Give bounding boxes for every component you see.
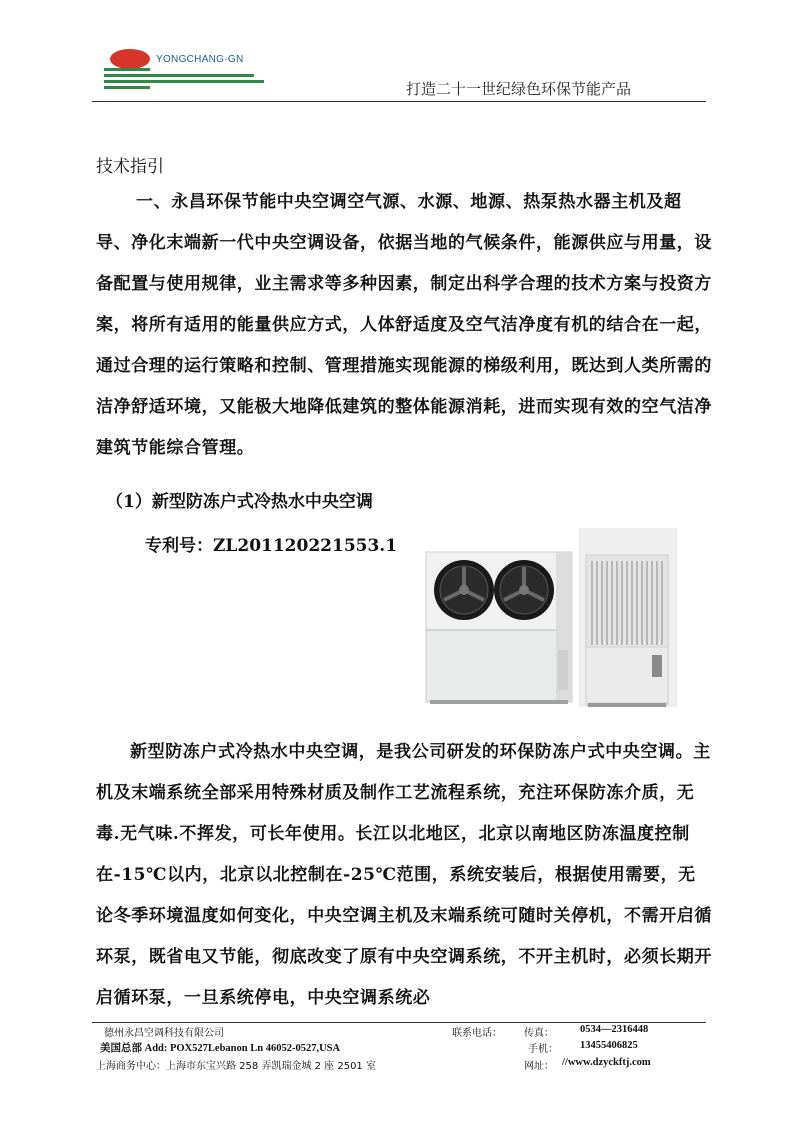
footer-web-label: 网址：: [524, 1061, 554, 1072]
section-title: 技术指引: [96, 157, 164, 177]
product-heading: （1）新型防冻户式冷热水中央空调: [106, 492, 373, 512]
footer-fax-label: 传真：: [524, 1028, 554, 1039]
product-description-paragraph: 新型防冻户式冷热水中央空调，是我公司研发的环保防冻户式中央空调。主机及末端系统全部采用特殊材质及制作工艺流程系统，充注环保防冻介质，无毒.无气味.不挥发，可长年使用。长江以北地区，北京以南地区防冻温度控制在-15℃以内，北京以北控制在-25℃范围，系统安装后，根据使用需要，无论冬季环境温度如何变化，中央空调主机及末端系统可随时关停机，不需开启循环泵，既省电又节能，彻底改变了原有中央空调系统，不开主机时，必须长期开启循环泵，一旦系统停电，中央空调系统必: [96, 742, 712, 1008]
footer-us-address: 美国总部 Add: POX527Lebanon Ln 46052-0527,USA: [100, 1043, 341, 1054]
footer-fax-value: 0534—2316448: [580, 1024, 649, 1035]
intro-paragraph: 一、永昌环保节能中央空调空气源、水源、地源、热泵热水器主机及超导、净化末端新一代中央空调设备，依据当地的气候条件，能源供应与用量，设备配置与使用规律，业主需求等多种因素，制定出科学合理的技术方案与投资方案，将所有适用的能量供应方式，人体舒适度及空气洁净度有机的结合在一起，通过合理的运行策略和控制、管理措施实现能源的梯级利用，既达到人类所需的洁净舒适环境，又能极大地降低建筑的整体能源消耗，进而实现有效的空气洁净建筑节能综合管理。: [96, 192, 712, 458]
patent-number: 专利号：ZL201120221553.1: [145, 536, 398, 556]
page-header: [0, 0, 794, 105]
product-image-twin-fan-unit: [424, 550, 574, 706]
footer-mobile-label: 手机：: [528, 1044, 558, 1055]
logo-text: YONGCHANG·GN: [156, 54, 244, 65]
footer-contact-label: 联系电话：: [452, 1028, 502, 1039]
footer-mobile-value: 13455406825: [580, 1040, 638, 1051]
footer-shanghai-address: 上海商务中心：上海市东宝兴路 258 弄凯瑞金城 2 座 2501 室: [96, 1061, 376, 1072]
footer-web-value[interactable]: //www.dzyckftj.com: [562, 1057, 651, 1068]
company-logo: [104, 46, 304, 90]
footer-company: 德州永昌空调科技有限公司: [104, 1028, 224, 1039]
logo-red-oval: [110, 49, 150, 69]
logo-green-lines: [104, 68, 274, 90]
footer-divider: [92, 1022, 706, 1023]
header-slogan: 打造二十一世纪绿色环保节能产品: [406, 80, 632, 98]
product-image-cabinet-unit: [578, 527, 678, 708]
header-divider: [92, 101, 706, 102]
